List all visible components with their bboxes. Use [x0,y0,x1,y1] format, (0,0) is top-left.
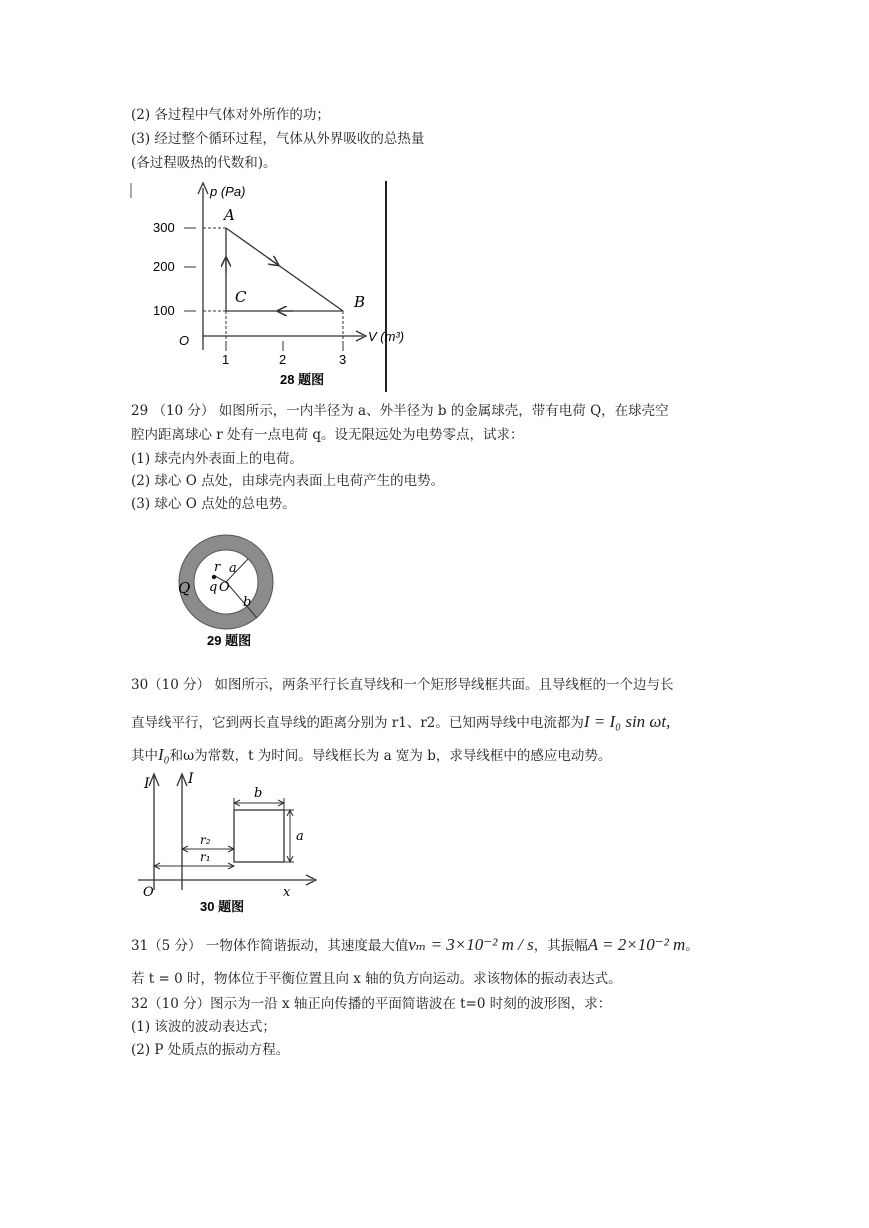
q30-line-2-text: 直导线平行，它到两长直导线的距离分别为 r1、r2。已知两导线中电流都为 [131,715,584,731]
wire-2-current-label: I [188,771,194,787]
rectangular-loop [234,810,284,862]
q-label: q [209,580,218,595]
figure-29 [176,533,286,651]
r2-label: r₂ [200,833,211,847]
v-axis-label: V (m³) [368,329,405,344]
y-tick-label-100: 100 [153,303,175,318]
q32-line-2: (1) 该波的波动表达式； [131,1019,276,1035]
q29-line-3: (1) 球壳内外表面上的电荷。 [131,451,303,467]
arrow-a-to-b [268,258,278,265]
q31-line-1 [131,936,699,955]
q28-line-3: (3) 经过整个循环过程，气体从外界吸收的总热量 [131,131,425,147]
q32-line-1: 32（10 分）图示为一沿 x 轴正向传播的平面简谐波在 t=0 时刻的波形图，求： [131,996,612,1012]
i0-symbol: I₀ [158,745,170,764]
max-velocity-formula: vₘ = 3×10⁻² m / s [408,935,534,954]
q30-line-3 [131,746,611,765]
x-tick-label-1: 1 [222,352,230,367]
point-c-label: C [235,288,247,306]
shell-charge-label: Q [178,579,191,597]
point-charge-q [212,575,216,579]
a-label: a [229,561,237,576]
r1-label: r₁ [200,850,211,864]
pv-diagram [128,178,405,393]
origin-label: O [179,333,190,348]
q28-line-2: (2) 各过程中气体对外所作的功； [131,107,330,123]
point-a-label: A [224,206,235,224]
q31-line-2: 若 t = 0 时，物体位于平衡位置且向 x 轴的负方向运动。求该物体的振动表达式。 [131,971,622,987]
y-tick-label-300: 300 [153,220,175,235]
figure-28-caption: 28 题图 [280,372,325,387]
amplitude-formula: A = 2×10⁻² m [587,935,686,954]
figure-30 [130,770,340,918]
q30-line-3-prefix: 其中 [131,748,158,764]
q29-line-1: 29 （10 分） 如图所示，一内半径为 a、外半径为 b 的金属球壳，带有电荷 Q，在球壳空 [131,403,669,419]
b-label: b [243,595,252,610]
q29-line-5: (3) 球心 O 点处的总电势。 [131,496,296,512]
width-b-label: b [254,786,263,801]
r-label: r [214,560,221,575]
q30-line-3-rest: 和ω为常数，t 为时间。导线框长为 a 宽为 b，求导线框中的感应电动势。 [169,748,612,764]
origin-o-label: O [143,885,154,900]
q28-line-4: (各过程吸热的代数和)。 [131,155,277,171]
center-o-label: O [219,580,230,595]
q31-line-1-end: 。 [685,938,699,954]
wire-loop-diagram [130,770,340,918]
wire-1-current-label: I [144,776,150,792]
point-b-label: B [354,293,366,311]
q30-line-1: 30（10 分） 如图所示，两条平行长直导线和一个矩形导线框共面。且导线框的一个边与长 [131,677,674,693]
q30-line-2 [131,713,670,732]
length-a-label: a [296,829,304,844]
y-tick-label-200: 200 [153,259,175,274]
x-tick-label-3: 3 [339,352,347,367]
spherical-shell-diagram [176,533,286,651]
q31-line-1-mid: ，其振幅 [533,938,588,954]
q32-line-3: (2) P 处质点的振动方程。 [131,1042,290,1058]
figure-29-caption: 29 题图 [207,633,252,648]
current-formula: I = I₀ sin ωt, [583,712,671,731]
p-axis-label: p (Pa) [210,184,246,199]
figure-28 [128,178,405,393]
x-tick-label-2: 2 [279,352,287,367]
q29-line-4: (2) 球心 O 点处，由球壳内表面上电荷产生的电势。 [131,473,445,489]
figure-30-caption: 30 题图 [200,899,245,914]
x-axis-label: x [283,885,291,900]
q31-line-1-text: 31（5 分） 一物体作简谐振动，其速度最大值 [131,938,409,954]
q29-line-2: 腔内距离球心 r 处有一点电荷 q。设无限远处为电势零点，试求： [131,427,524,443]
